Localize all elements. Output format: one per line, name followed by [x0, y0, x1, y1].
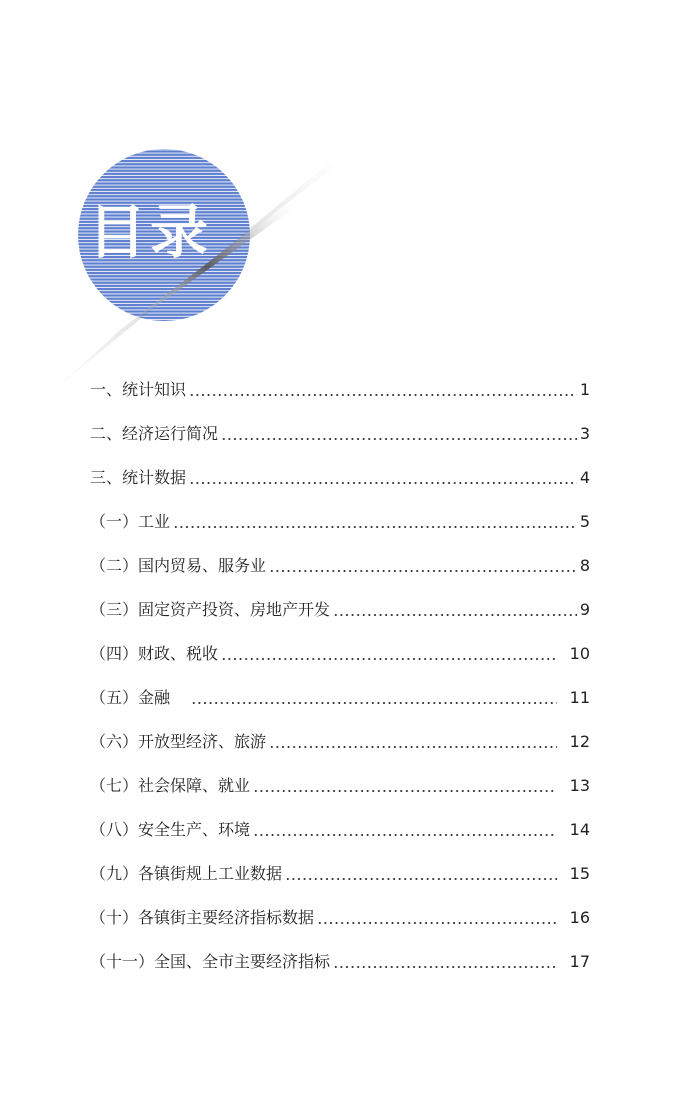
toc-entry[interactable]: [90, 500, 590, 544]
page-title: 目录: [87, 198, 213, 266]
toc-leader-dots: [269, 746, 557, 748]
toc-entry[interactable]: [90, 676, 590, 720]
toc-entry[interactable]: [90, 808, 590, 852]
toc-entry-label: （三）固定资产投资、房地产开发: [90, 600, 331, 619]
toc-leader-dots: [253, 834, 557, 836]
toc-leader-dots: [189, 482, 577, 484]
toc-leader-dots: [285, 878, 557, 880]
toc-leader-dots: [189, 394, 577, 396]
toc-entry-page: 10: [569, 644, 590, 663]
toc-entry[interactable]: [90, 412, 590, 456]
toc-entry-label: 一、统计知识: [90, 380, 187, 399]
toc-leader-dots: [269, 570, 577, 572]
toc-entry-page: 9: [579, 600, 590, 619]
toc-entry-page: 16: [569, 908, 590, 927]
toc-leader-dots: [221, 658, 557, 660]
toc-entry[interactable]: [90, 368, 590, 412]
toc-entry[interactable]: [90, 456, 590, 500]
toc-entry-page: 14: [569, 820, 590, 839]
toc-entry[interactable]: [90, 852, 590, 896]
toc-entry[interactable]: [90, 632, 590, 676]
toc-entry-page: 13: [569, 776, 590, 795]
toc-entry[interactable]: [90, 720, 590, 764]
toc-entry-label: （九）各镇街规上工业数据: [90, 864, 283, 883]
toc-entry-label: （一）工业: [90, 512, 171, 531]
toc-leader-dots: [191, 702, 557, 704]
toc-entry-page: 1: [579, 380, 590, 399]
toc-leader-dots: [173, 526, 577, 528]
toc-entry[interactable]: [90, 940, 590, 984]
toc-entry-page: 12: [569, 732, 590, 751]
title-graphic: [0, 0, 680, 400]
toc-entry-label: （四）财政、税收: [90, 644, 219, 663]
toc-entry-page: 11: [569, 688, 590, 707]
toc-entry-page: 4: [579, 468, 590, 487]
toc-entry-label: （十）各镇街主要经济指标数据: [90, 908, 315, 927]
toc-entry[interactable]: [90, 588, 590, 632]
toc-entry-page: 5: [579, 512, 590, 531]
toc-entry-label: （五）金融: [90, 688, 171, 707]
toc-entry-label: （八）安全生产、环境: [90, 820, 251, 839]
toc-entry-label: （六）开放型经济、旅游: [90, 732, 267, 751]
toc-leader-dots: [333, 966, 557, 968]
toc-entry-label: （十一）全国、全市主要经济指标: [90, 952, 331, 971]
toc-entry[interactable]: [90, 764, 590, 808]
toc-leader-dots: [333, 614, 577, 616]
toc-entry-label: （七）社会保障、就业: [90, 776, 251, 795]
toc-entry[interactable]: [90, 896, 590, 940]
toc-entry-page: 8: [579, 556, 590, 575]
toc-entry-page: 17: [569, 952, 590, 971]
toc-leader-dots: [221, 438, 577, 440]
toc-leader-dots: [317, 922, 557, 924]
toc-entry[interactable]: [90, 544, 590, 588]
toc-entry-page: 3: [579, 424, 590, 443]
toc-entry-page: 15: [569, 864, 590, 883]
toc-entry-label: （二）国内贸易、服务业: [90, 556, 267, 575]
toc-leader-dots: [253, 790, 557, 792]
table-of-contents: [90, 368, 590, 984]
toc-entry-label: 三、统计数据: [90, 468, 187, 487]
toc-entry-label: 二、经济运行简况: [90, 424, 219, 443]
